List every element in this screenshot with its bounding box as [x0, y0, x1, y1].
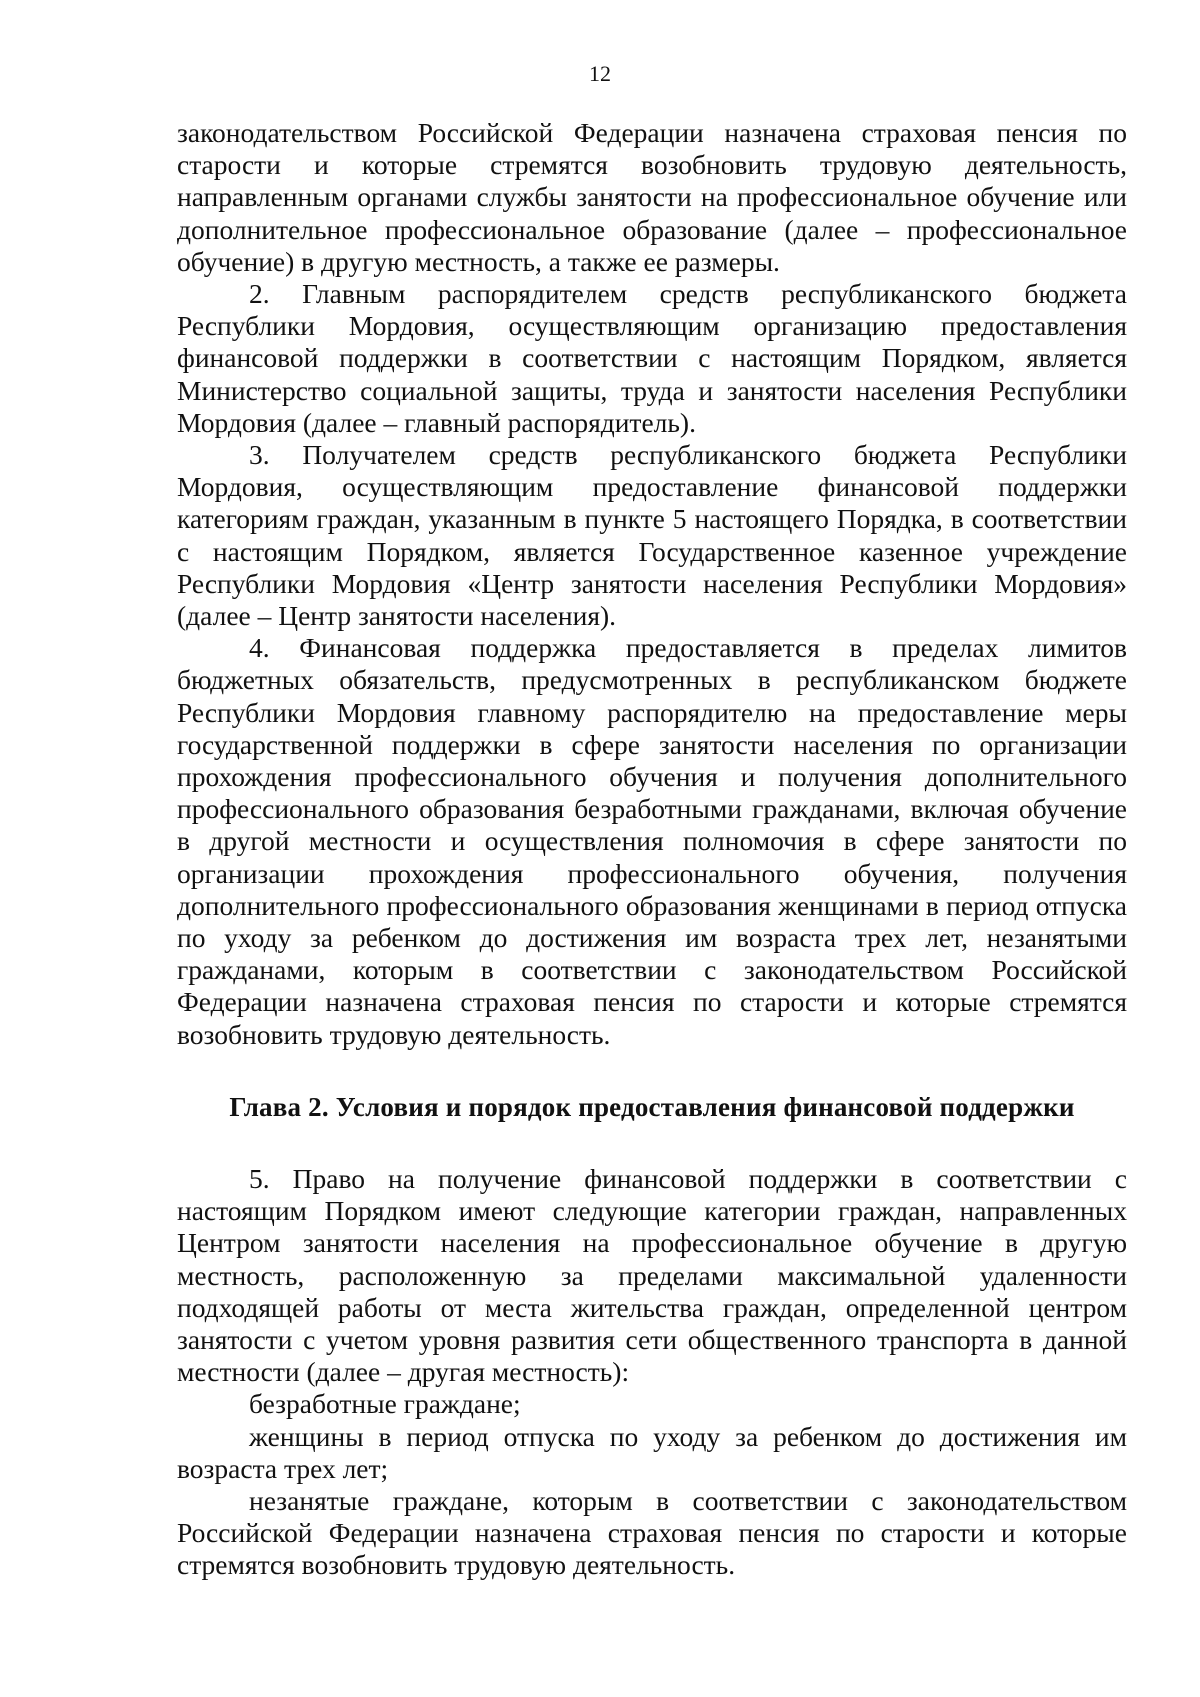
list-item-pensioners: незанятые граждане, которым в соответствии с законодательством Российской Федерации назначена страховая пенсия по старости и которые стремятся возобновить трудовую деятельность. [177, 1484, 1127, 1581]
paragraph-item-2: 2. Главным распорядителем средств республиканского бюджета Республики Мордовия, осуществляющим организацию предоставления финансовой поддержки в соответствии с настоящим Порядком, является Министерство социальной защиты, труда и занятости населения Республики Мордовия (далее – главный распорядитель). [177, 278, 1127, 438]
list-item-women-leave: женщины в период отпуска по уходу за ребенком до достижения им возраста трех лет; [177, 1420, 1127, 1484]
list-item-unemployed: безработные граждане; [249, 1388, 521, 1420]
chapter-heading: Глава 2. Условия и порядок предоставления финансовой поддержки [229, 1091, 1075, 1122]
paragraph-item-4: 4. Финансовая поддержка предоставляется в пределах лимитов бюджетных обязательств, предусмотренных в республиканском бюджете Республики Мордовия главному распорядителю на предоставление меры государственной поддержки в сфере занятости населения по организации прохождения профессионального обучения и получения дополнительного профессионального образования безработными гражданами, включая обучение в другой местности и осуществления полномочия в сфере занятости по организации прохождения профессионального обучения, получения дополнительного профессионального образования женщинами в период отпуска по уходу за ребенком до достижения им возраста трех лет, незанятыми гражданами, которым в соответствии с законодательством Российской Федерации назначена страховая пенсия по старости и которые стремятся возобновить трудовую деятельность. [177, 632, 1127, 1050]
paragraph-continuation: законодательством Российской Федерации назначена страховая пенсия по старости и которые стремятся возобновить трудовую деятельность, направленным органами службы занятости на профессиональное обучение или дополнительное профессиональное образование (далее – профессиональное обучение) в другую местность, а также ее размеры. [177, 117, 1127, 277]
paragraph-item-5: 5. Право на получение финансовой поддержки в соответствии с настоящим Порядком имеют следующие категории граждан, направленных Центром занятости населения на профессиональное обучение в другую местность, расположенную за пределами максимальной удаленности подходящей работы от места жительства граждан, определенной центром занятости с учетом уровня развития сети общественного транспорта в данной местности (далее – другая местность): [177, 1162, 1127, 1388]
page-number: 12 [589, 61, 611, 86]
paragraph-item-3: 3. Получателем средств республиканского бюджета Республики Мордовия, осуществляющим предоставление финансовой поддержки категориям граждан, указанным в пункте 5 настоящего Порядка, в соответствии с настоящим Порядком, является Государственное казенное учреждение Республики Мордовия «Центр занятости населения Республики Мордовия» (далее – Центр занятости населения). [177, 439, 1127, 632]
document-body [177, 117, 1127, 1582]
